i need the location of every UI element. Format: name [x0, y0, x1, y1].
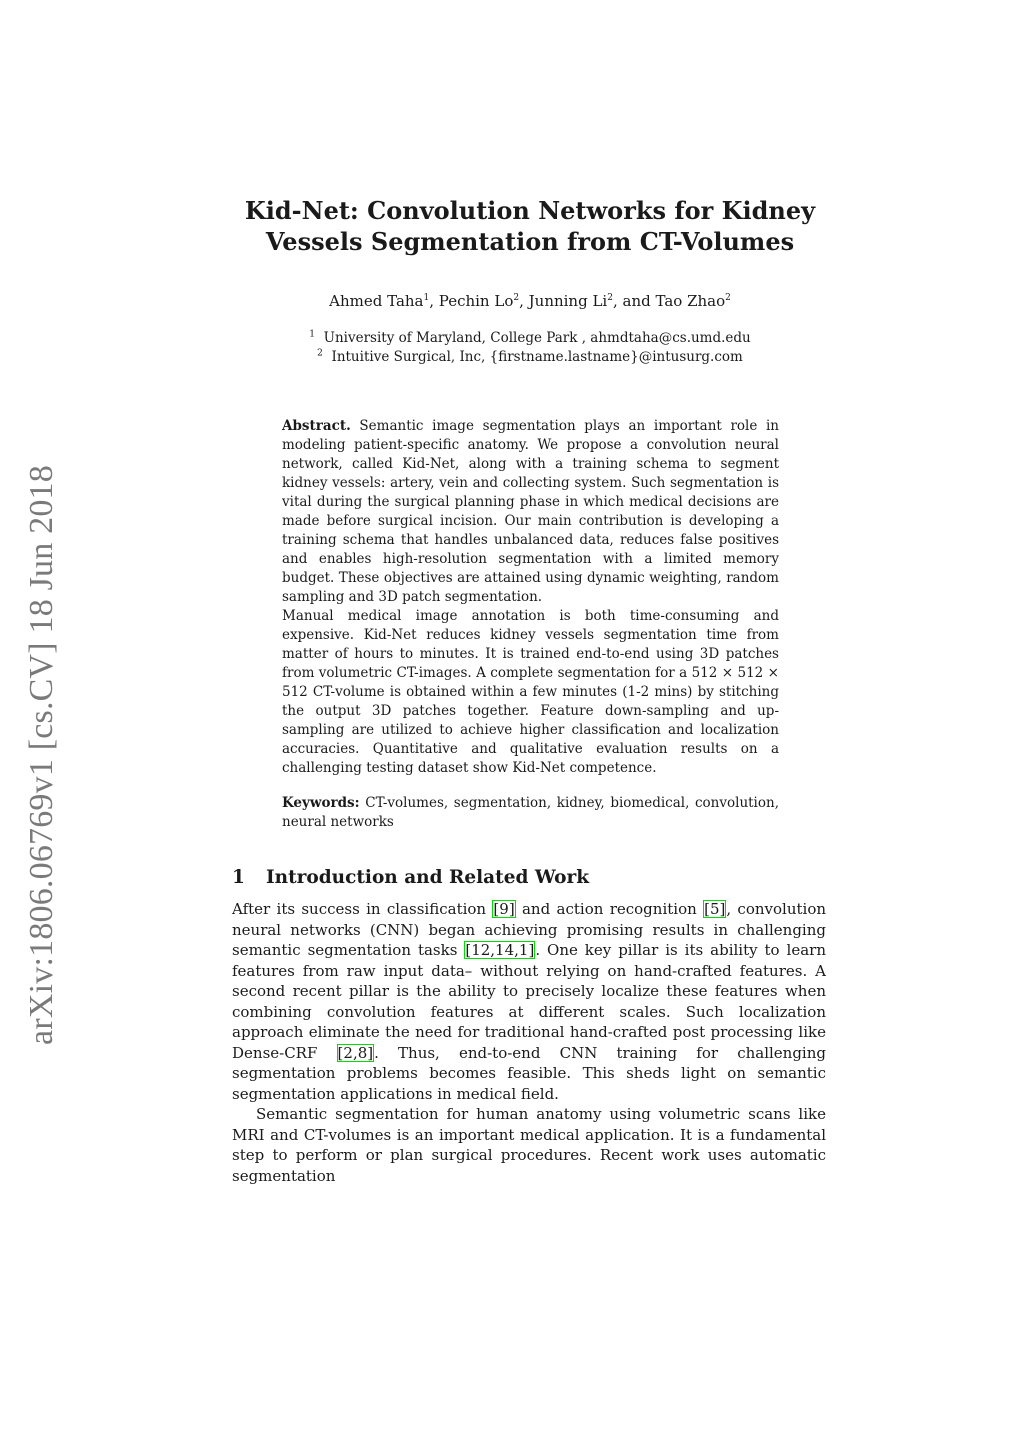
citation-link[interactable]: [5]: [704, 900, 726, 918]
body-text-run: After its success in classification: [232, 900, 493, 918]
section-body: [232, 899, 826, 1186]
author-affiliation-mark: 2: [725, 293, 731, 303]
body-text-run: and action recognition: [515, 900, 704, 918]
affiliation-mark: 2: [317, 348, 323, 359]
author-affiliation-mark: 2: [513, 293, 520, 303]
abstract: [282, 417, 779, 778]
body-paragraph: [232, 899, 826, 1104]
arxiv-identifier-stamp: [14, 455, 70, 1055]
citation-link[interactable]: [12,14,1]: [465, 941, 535, 959]
author-name: Pechin Lo: [438, 292, 514, 310]
affiliation-text: University of Maryland, College Park , ahmdtaha@cs.umd.edu: [323, 330, 751, 346]
section-heading: [232, 867, 589, 888]
arxiv-identifier-text: arXiv:1806.06769v1 [cs.CV] 18 Jun 2018: [23, 465, 61, 1045]
affiliation-line: [230, 348, 830, 367]
affiliation-text: Intuitive Surgical, Inc, {firstname.lastname}@intusurg.com: [331, 349, 743, 365]
section-title: Introduction and Related Work: [266, 867, 590, 888]
abstract-text: Semantic image segmentation plays an important role in modeling patient-specific anatomy. We propose a convolution neural network, called Kid-Net, along with a training schema to segment kidney vessels: artery, vein and collecting system. Such segmentation is vital during the surgical planning phase in which medical decisions are made before surgical incision. Our main contribution is developing a training schema that handles unbalanced data, reduces false positives and enables high-resolution segmentation with a limited memory budget. These objectives are attained using dynamic weighting, random sampling and 3D patch segmentation.: [282, 418, 779, 605]
affiliation-line: [230, 329, 830, 348]
author-name: Ahmed Taha: [329, 292, 424, 310]
body-text-run: . One key pillar is its ability to learn features from raw input data– without relying on hand-crafted features. A second recent pillar is the ability to precisely localize these features when combining convolution features at different scales. Such localization approach eliminate the need for traditional hand-crafted post processing like Dense-CRF: [232, 941, 826, 1062]
body-text-run: , convolution neural networks (CNN) began achieving promising results in challenging semantic segmentation tasks: [232, 900, 827, 959]
author-name: Junning Li: [528, 292, 608, 310]
paper-title: [230, 195, 830, 257]
keywords-text: CT-volumes, segmentation, kidney, biomedical, convolution, neural networks: [282, 795, 779, 830]
citation-link[interactable]: [2,8]: [337, 1043, 374, 1062]
section-number: 1: [232, 867, 245, 888]
body-paragraph: Semantic segmentation for human anatomy using volumetric scans like MRI and CT-volumes is an important medical application. It is a fundamental step to perform or plan surgical procedures. Recent work uses automatic segmentation: [232, 1105, 826, 1185]
affiliation-list: [230, 329, 830, 367]
title-line-1: Kid-Net: Convolution Networks for Kidney: [244, 196, 816, 225]
keywords: [282, 794, 779, 832]
abstract-paragraph: [282, 417, 779, 607]
keywords-label: Keywords:: [282, 795, 360, 811]
author-affiliation-mark: 1: [423, 293, 430, 303]
author-name: Tao Zhao: [655, 292, 726, 310]
abstract-paragraph: Manual medical image annotation is both time-consuming and expensive. Kid-Net reduces kidney vessels segmentation time from matter of hours to minutes. It is trained end-to-end using 3D patches from volumetric CT-images. A complete segmentation for a 512 × 512 × 512 CT-volume is obtained within a few minutes (1-2 mins) by stitching the output 3D patches together. Feature down-sampling and up-sampling are utilized to achieve higher classification and localization accuracies. Quantitative and qualitative evaluation results on a challenging testing dataset show Kid-Net competence.: [282, 608, 779, 776]
abstract-label: Abstract.: [282, 418, 351, 434]
author-affiliation-mark: 2: [607, 293, 613, 303]
title-line-2: Vessels Segmentation from CT-Volumes: [265, 227, 795, 256]
author-list: Ahmed Taha$^1$, Pechin Lo$^2$, Junning Li$^2$, and Tao Zhao$^2$: [329, 292, 731, 310]
affiliation-mark: 1: [309, 329, 315, 340]
citation-link[interactable]: [9]: [493, 900, 515, 918]
body-text-run: . Thus, end-to-end CNN training for challenging segmentation problems becomes feasible. This sheds light on semantic segmentation applications in medical field.: [232, 1043, 826, 1103]
